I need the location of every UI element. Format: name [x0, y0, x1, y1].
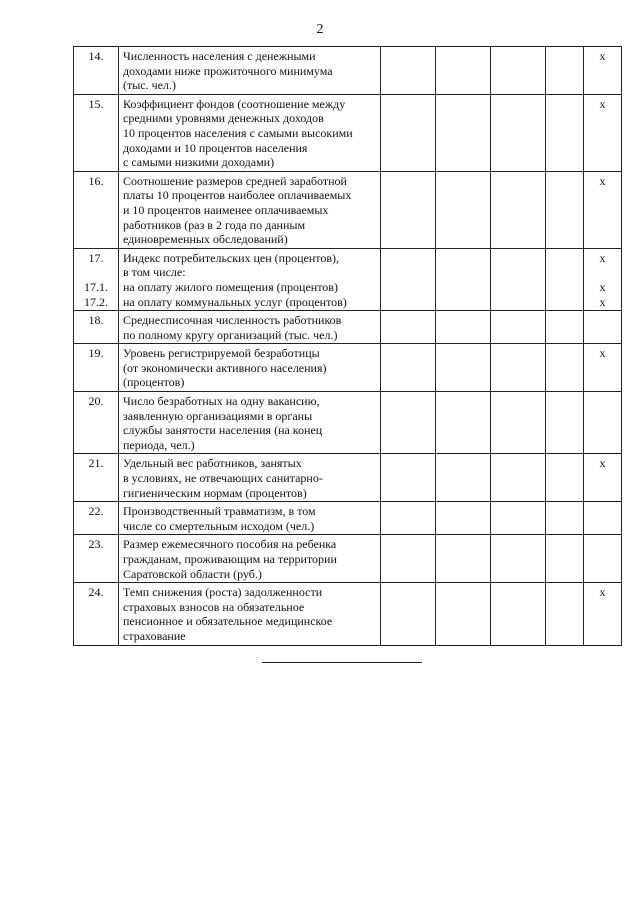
- indicator-name-line: на оплату коммунальных услуг (процентов): [123, 294, 347, 309]
- table-row: [74, 344, 622, 392]
- row-number: 17.1.: [84, 279, 108, 294]
- not-applicable-mark: x: [599, 585, 606, 600]
- row-number-cell: [74, 311, 119, 344]
- indicator-name-line: Индекс потребительских цен (процентов),: [123, 250, 339, 265]
- value-cell: [436, 392, 491, 454]
- indicator-name-line: Саратовской области (руб.): [123, 566, 262, 581]
- value-cell: [491, 248, 546, 310]
- indicator-name-cell: [119, 392, 381, 454]
- row-number-cell: [74, 47, 119, 95]
- indicator-name-line: платы 10 процентов наиболее оплачиваемых: [123, 188, 352, 203]
- indicator-name-cell: [119, 248, 381, 310]
- end-of-document-rule: [262, 662, 422, 663]
- value-cell: [491, 535, 546, 583]
- not-applicable-mark: x: [599, 96, 606, 111]
- value-cell: [381, 94, 436, 171]
- indicator-name-cell: [119, 535, 381, 583]
- indicator-name-line: гражданам, проживающим на территории: [123, 552, 337, 566]
- value-cell: [436, 454, 491, 502]
- indicator-name-line: заявленную организациями в органы: [123, 408, 313, 423]
- value-cell: [584, 94, 622, 171]
- value-cell: [546, 392, 584, 454]
- row-number: [78, 265, 114, 280]
- indicator-name-cell: [119, 454, 381, 502]
- value-cell: [546, 171, 584, 248]
- value-cell: [381, 392, 436, 454]
- indicator-name-line: службы занятости населения (на конец: [123, 423, 323, 438]
- indicator-name-line: и 10 процентов наименее оплачиваемых: [123, 202, 329, 217]
- value-cell: [584, 583, 622, 645]
- indicator-name-cell: [119, 94, 381, 171]
- row-number: 15.: [88, 96, 104, 111]
- value-cell: [491, 311, 546, 344]
- value-line: [588, 265, 617, 280]
- indicator-name-line: числе со смертельным исходом (чел.): [123, 518, 315, 533]
- value-cell: [436, 248, 491, 310]
- row-number-cell: [74, 171, 119, 248]
- row-number: 16.: [88, 173, 104, 188]
- value-cell: [546, 248, 584, 310]
- indicator-name-line: Производственный травматизм, в том: [123, 504, 316, 519]
- not-applicable-mark: x: [599, 346, 606, 361]
- row-number: 14.: [88, 49, 104, 63]
- value-cell: [584, 311, 622, 344]
- value-cell: [584, 47, 622, 95]
- value-cell: [584, 454, 622, 502]
- row-number: 17.2.: [84, 294, 108, 309]
- indicator-name-line: доходами ниже прожиточного минимума: [123, 63, 333, 78]
- indicators-table: [73, 46, 622, 646]
- indicator-name-line: гигиеническим нормам (процентов): [123, 485, 307, 500]
- value-cell: [491, 583, 546, 645]
- indicator-name-line: Коэффициент фондов (соотношение между: [123, 96, 346, 111]
- value-cell: [381, 248, 436, 310]
- table-row: [74, 583, 622, 645]
- row-number-cell: [74, 248, 119, 310]
- table-row: [74, 502, 622, 535]
- value-cell: [546, 344, 584, 392]
- value-cell: [491, 94, 546, 171]
- indicator-name-line: страховых взносов на обязательное: [123, 599, 305, 614]
- table-row: [74, 535, 622, 583]
- value-cell: [546, 311, 584, 344]
- row-number-cell: [74, 502, 119, 535]
- table-row: [74, 248, 622, 310]
- value-cell: [584, 535, 622, 583]
- indicator-name-line: Удельный вес работников, занятых: [123, 456, 302, 471]
- not-applicable-mark: x: [599, 49, 606, 63]
- indicator-name-line: (от экономически активного населения): [123, 360, 327, 375]
- indicator-name-cell: [119, 311, 381, 344]
- row-number: 23.: [88, 537, 104, 552]
- page-number: 2: [316, 22, 324, 37]
- value-cell: [491, 47, 546, 95]
- indicator-name-line: работников (раз в 2 года по данным: [123, 217, 306, 232]
- value-cell: [436, 47, 491, 95]
- value-cell: [584, 171, 622, 248]
- value-cell: [436, 94, 491, 171]
- table-row: [74, 94, 622, 171]
- indicator-name-line: Число безработных на одну вакансию,: [123, 394, 320, 409]
- row-number-cell: [74, 94, 119, 171]
- row-number: 18.: [88, 313, 104, 328]
- value-cell: [381, 171, 436, 248]
- value-cell: [381, 583, 436, 645]
- value-cell: [436, 535, 491, 583]
- row-number: 17.: [88, 250, 104, 265]
- indicator-name-line: единовременных обследований): [123, 232, 288, 247]
- not-applicable-mark: x: [599, 456, 606, 471]
- value-cell: [546, 535, 584, 583]
- value-cell: [381, 454, 436, 502]
- indicator-name-line: Среднесписочная численность работников: [123, 313, 342, 328]
- table-row: [74, 47, 622, 95]
- indicator-name-cell: [119, 47, 381, 95]
- row-number: 24.: [88, 585, 104, 600]
- value-cell: [491, 502, 546, 535]
- indicator-name-line: Соотношение размеров средней заработной: [123, 173, 347, 188]
- value-cell: [381, 344, 436, 392]
- value-cell: [381, 502, 436, 535]
- indicator-name-line: (тыс. чел.): [123, 78, 176, 93]
- indicator-name-cell: [119, 583, 381, 645]
- table-row: [74, 392, 622, 454]
- indicator-name-line: в условиях, не отвечающих санитарно-: [123, 471, 323, 486]
- indicator-name-line: 10 процентов населения с самыми высокими: [123, 125, 353, 140]
- value-cell: [491, 171, 546, 248]
- not-applicable-mark: x: [599, 294, 606, 309]
- table-row: [74, 311, 622, 344]
- row-number-cell: [74, 454, 119, 502]
- not-applicable-mark: x: [599, 250, 606, 265]
- row-number-cell: [74, 392, 119, 454]
- value-cell: [436, 583, 491, 645]
- indicator-name-line: на оплату жилого помещения (процентов): [123, 279, 338, 294]
- value-cell: [381, 47, 436, 95]
- indicator-name-line: средними уровнями денежных доходов: [123, 111, 324, 126]
- value-cell: [546, 583, 584, 645]
- row-number-cell: [74, 344, 119, 392]
- table-row: [74, 454, 622, 502]
- not-applicable-mark: x: [599, 173, 606, 188]
- value-cell: [584, 248, 622, 310]
- value-cell: [491, 454, 546, 502]
- value-cell: [546, 454, 584, 502]
- table-row: [74, 171, 622, 248]
- row-number: 21.: [88, 456, 104, 471]
- row-number-cell: [74, 535, 119, 583]
- indicator-name-line: пенсионное и обязательное медицинское: [123, 614, 333, 629]
- value-cell: [436, 502, 491, 535]
- value-cell: [546, 47, 584, 95]
- indicator-name-line: страхование: [123, 628, 186, 643]
- indicator-name-line: Темп снижения (роста) задолженности: [123, 585, 323, 600]
- indicator-name-line: по полному кругу организаций (тыс. чел.): [123, 327, 338, 342]
- row-number-cell: [74, 583, 119, 645]
- row-number: 22.: [88, 504, 104, 519]
- value-cell: [584, 392, 622, 454]
- value-cell: [381, 311, 436, 344]
- value-cell: [584, 344, 622, 392]
- row-number: 20.: [88, 394, 104, 409]
- indicator-name-line: периода, чел.): [123, 437, 195, 452]
- indicator-name-line: Размер ежемесячного пособия на ребенка: [123, 537, 337, 552]
- indicator-name-line: доходами и 10 процентов населения: [123, 140, 308, 155]
- value-cell: [491, 344, 546, 392]
- indicator-name-cell: [119, 502, 381, 535]
- indicator-name-cell: [119, 171, 381, 248]
- not-applicable-mark: x: [599, 279, 606, 294]
- value-cell: [584, 502, 622, 535]
- value-cell: [491, 392, 546, 454]
- indicator-name-line: с самыми низкими доходами): [123, 155, 275, 170]
- value-cell: [381, 535, 436, 583]
- value-cell: [436, 311, 491, 344]
- value-cell: [436, 171, 491, 248]
- indicator-name-line: в том числе:: [123, 265, 186, 280]
- indicator-name-line: Уровень регистрируемой безработицы: [123, 346, 320, 361]
- indicator-name-cell: [119, 344, 381, 392]
- indicator-name-line: (процентов): [123, 375, 185, 390]
- row-number: 19.: [88, 346, 104, 361]
- indicator-name-line: Численность населения с денежными: [123, 49, 316, 63]
- value-cell: [546, 502, 584, 535]
- value-cell: [546, 94, 584, 171]
- value-cell: [436, 344, 491, 392]
